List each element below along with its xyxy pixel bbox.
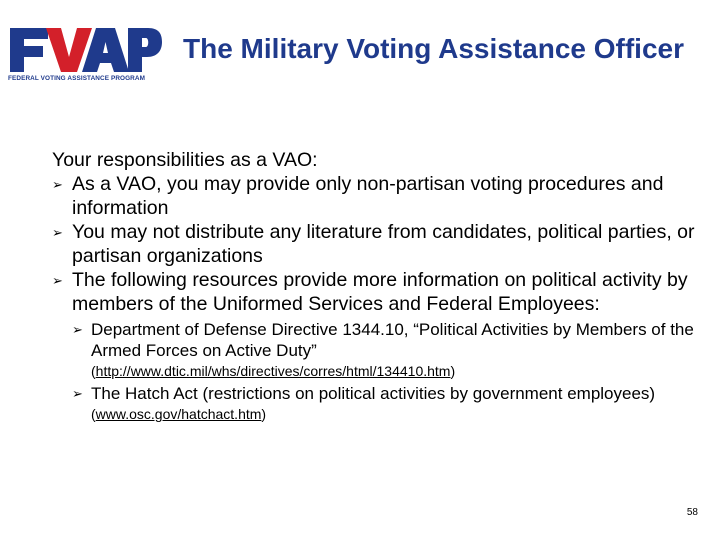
- fvap-logo-mark: [8, 26, 164, 74]
- page-number: 58: [686, 507, 698, 518]
- bullet-list: [52, 172, 707, 316]
- bullet-text: You may not distribute any literature from candidates, political parties, or partisan organizations: [72, 221, 695, 267]
- sub-bullet-text: The Hatch Act (restrictions on political activities by government employees): [91, 384, 656, 403]
- sub-bullet-item: [52, 319, 707, 380]
- arrow-bullet-icon: ➢: [52, 273, 63, 288]
- dod-directive-link[interactable]: http://www.dtic.mil/whs/directives/corres/html/134410.htm: [95, 363, 451, 379]
- logo-text: [164, 26, 165, 27]
- paren-close: ): [450, 363, 456, 379]
- fvap-logo: [8, 26, 164, 92]
- bullet-item: [52, 220, 707, 268]
- arrow-bullet-icon: ➢: [52, 177, 63, 192]
- paren-close: ): [261, 406, 267, 422]
- bullet-text: As a VAO, you may provide only non-partisan voting procedures and information: [72, 173, 664, 219]
- paren-open: (: [91, 406, 96, 422]
- arrow-bullet-icon: ➢: [72, 386, 83, 401]
- slide-content: [52, 148, 707, 426]
- link-line: [91, 405, 707, 423]
- sub-bullet-item: [52, 383, 707, 423]
- sub-bullet-text: Department of Defense Directive 1344.10, “Political Activities by Members of the Armed Forces on Active Duty”: [91, 320, 694, 360]
- arrow-bullet-icon: ➢: [72, 322, 83, 337]
- logo-subtitle: FEDERAL VOTING ASSISTANCE PROGRAM: [8, 75, 146, 82]
- sub-bullet-list: [52, 319, 707, 423]
- arrow-bullet-icon: ➢: [52, 225, 63, 240]
- bullet-text: The following resources provide more information on political activity by members of the Uniformed Services and Federal Employees:: [72, 269, 688, 315]
- link-line: [91, 362, 707, 380]
- slide-title: The Military Voting Assistance Officer: [183, 33, 685, 64]
- intro-text: Your responsibilities as a VAO:: [52, 149, 318, 171]
- bullet-item: [52, 172, 707, 220]
- paren-open: (: [91, 363, 96, 379]
- bullet-item: [52, 268, 707, 316]
- hatch-act-link[interactable]: www.osc.gov/hatchact.htm: [95, 406, 262, 422]
